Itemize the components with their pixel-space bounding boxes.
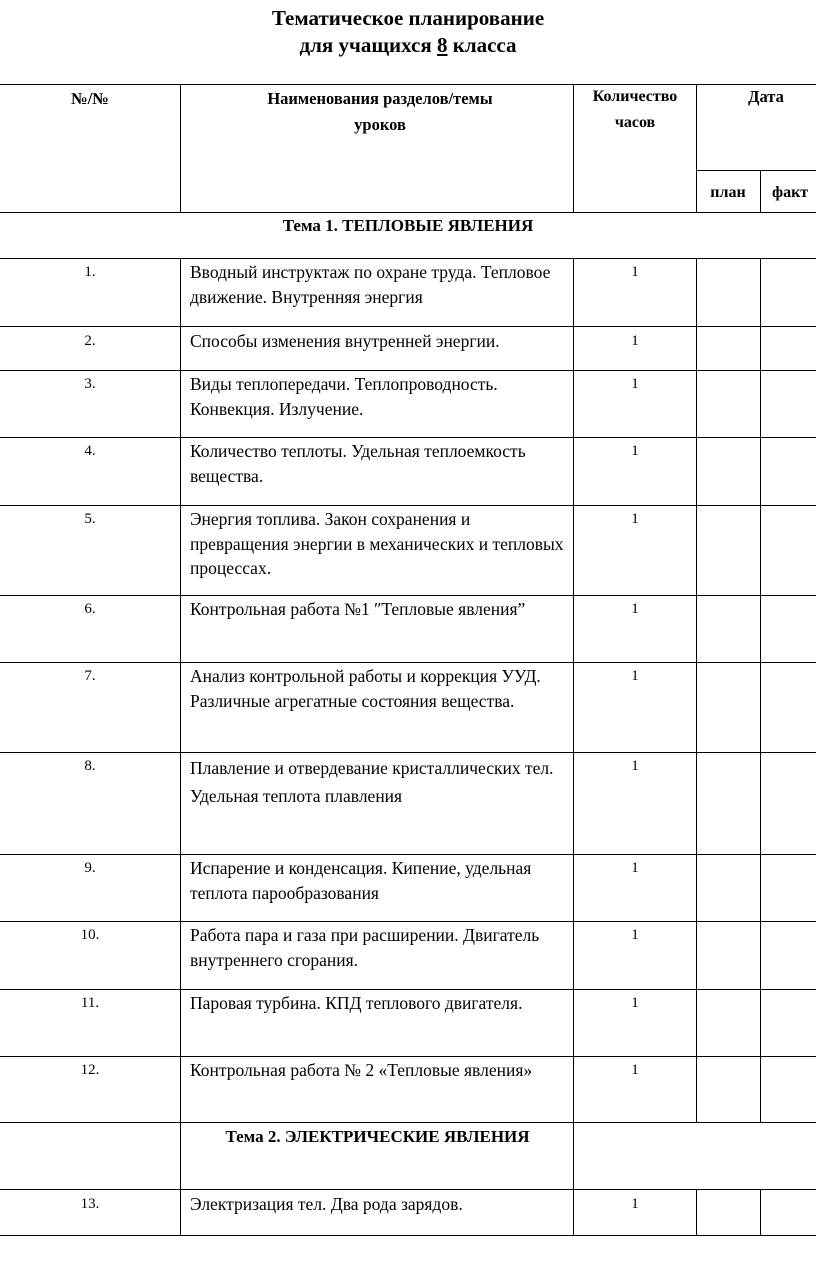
row-hours: 1 — [631, 1062, 639, 1078]
row-lesson-name: Вводный инструктаж по охране труда. Тепловое движение. Внутренняя энергия — [190, 262, 551, 307]
table-border — [0, 258, 816, 259]
header-plan: план — [710, 184, 746, 201]
table-border — [0, 1235, 816, 1236]
table-border — [180, 258, 181, 1122]
row-number: 6. — [84, 601, 96, 617]
table-border — [180, 1189, 181, 1235]
table-border — [0, 921, 816, 922]
row-hours: 1 — [631, 995, 639, 1011]
table-border — [760, 1189, 761, 1235]
topic-heading: Тема 2. ЭЛЕКТРИЧЕСКИЕ ЯВЛЕНИЯ — [225, 1127, 530, 1146]
header-name: Наименования разделов/темы уроков — [267, 89, 493, 134]
row-number: 2. — [84, 333, 96, 349]
row-number: 10. — [80, 927, 100, 943]
row-number: 13. — [80, 1196, 100, 1212]
header-hours: Количество часов — [592, 88, 678, 131]
table-border — [696, 1189, 697, 1235]
row-number: 1. — [84, 264, 96, 280]
table-border — [696, 170, 816, 171]
table-border — [573, 1122, 574, 1189]
page-subtitle — [0, 31, 816, 60]
row-lesson-name: Количество теплоты. Удельная теплоемкость вещества. — [190, 441, 526, 486]
table-border — [696, 258, 697, 1122]
row-lesson-name: Энергия топлива. Закон сохранения и превращения энергии в механических и тепловых процессах. — [190, 509, 564, 578]
table-border — [0, 326, 816, 327]
table-border — [0, 505, 816, 506]
row-hours: 1 — [631, 1196, 639, 1212]
row-hours: 1 — [631, 264, 639, 280]
header-number: №/№ — [71, 89, 109, 108]
row-hours: 1 — [631, 860, 639, 876]
row-hours: 1 — [631, 443, 639, 459]
row-number: 9. — [84, 860, 96, 876]
row-number: 5. — [84, 511, 96, 527]
row-hours: 1 — [631, 601, 639, 617]
row-number: 3. — [84, 376, 96, 392]
row-hours: 1 — [631, 511, 639, 527]
header-date: Дата — [748, 87, 784, 106]
row-number: 4. — [84, 443, 96, 459]
row-number: 8. — [84, 758, 96, 774]
grade-number: 8 — [436, 33, 448, 57]
table-border — [0, 437, 816, 438]
row-lesson-name: Электризация тел. Два рода зарядов. — [190, 1194, 463, 1214]
row-lesson-name: Способы изменения внутренней энергии. — [190, 331, 500, 351]
table-border — [0, 595, 816, 596]
row-number: 11. — [80, 995, 100, 1011]
subtitle-suffix: класса — [447, 33, 517, 57]
table-border — [0, 1056, 816, 1057]
table-border — [573, 84, 574, 212]
subtitle-prefix: для учащихся — [299, 33, 437, 57]
table-border — [0, 1189, 816, 1190]
page-title: Тематическое планирование — [271, 6, 545, 30]
header-fact: факт — [772, 184, 809, 201]
table-border — [0, 854, 816, 855]
row-number: 12. — [80, 1062, 100, 1078]
table-border — [0, 1122, 816, 1123]
table-border — [760, 258, 761, 1122]
table-border — [0, 370, 816, 371]
table-border — [0, 989, 816, 990]
row-lesson-name: Виды теплопередачи. Теплопроводность. Конвекция. Излучение. — [190, 374, 498, 419]
row-number: 7. — [84, 668, 96, 684]
table-border — [0, 84, 816, 85]
row-lesson-name: Контрольная работа №1 ″Тепловые явления” — [190, 599, 526, 619]
table-border — [180, 84, 181, 212]
row-hours: 1 — [631, 758, 639, 774]
row-hours: 1 — [631, 333, 639, 349]
row-lesson-name: Плавление и отвердевание кристаллических тел. Удельная теплота плавления — [190, 758, 554, 806]
table-border — [0, 662, 816, 663]
row-lesson-name: Работа пара и газа при расширении. Двигатель внутреннего сгорания. — [190, 925, 540, 970]
row-hours: 1 — [631, 927, 639, 943]
row-lesson-name: Анализ контрольной работы и коррекция УУД. Различные агрегатные состояния вещества. — [190, 666, 541, 711]
row-lesson-name: Контрольная работа № 2 «Тепловые явления» — [190, 1060, 533, 1080]
table-border — [180, 1122, 181, 1189]
row-hours: 1 — [631, 376, 639, 392]
row-lesson-name: Испарение и конденсация. Кипение, удельная теплота парообразования — [190, 858, 532, 903]
row-hours: 1 — [631, 668, 639, 684]
row-lesson-name: Паровая турбина. КПД теплового двигателя. — [190, 993, 523, 1013]
topic-heading: Тема 1. ТЕПЛОВЫЕ ЯВЛЕНИЯ — [282, 216, 534, 235]
table-border — [0, 752, 816, 753]
